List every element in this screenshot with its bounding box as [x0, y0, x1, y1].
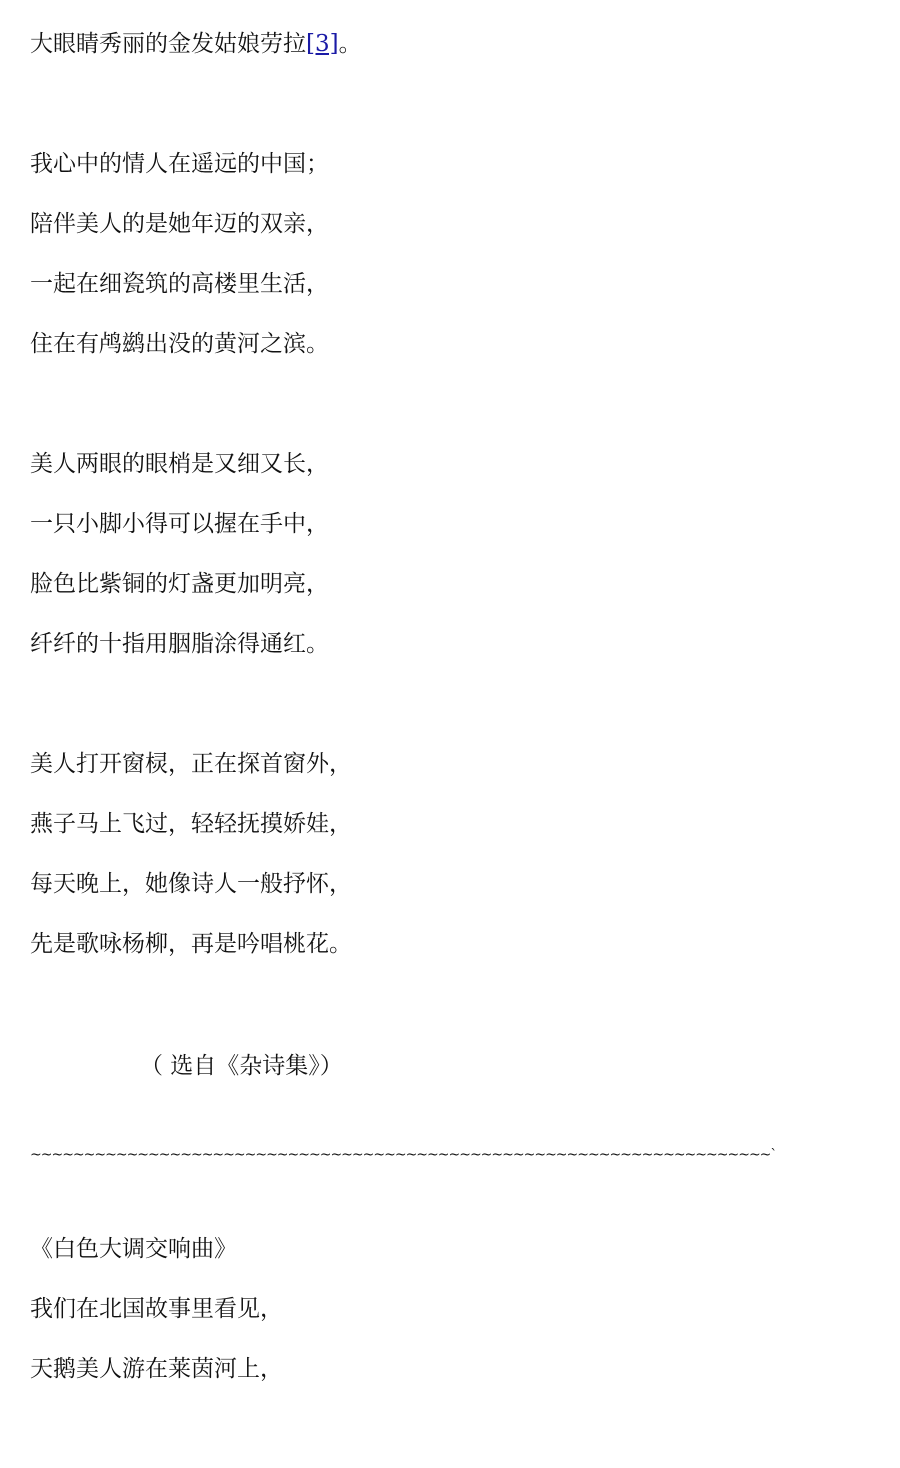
- poem-line: 美人两眼的眼梢是又细又长，: [30, 451, 329, 477]
- poem-line: 每天晚上，她像诗人一般抒怀，: [30, 871, 352, 897]
- opening-line-end: 。: [338, 31, 362, 57]
- poem-line: 我心中的情人在遥远的中国；: [30, 151, 329, 177]
- poem-line: 先是歌咏杨柳，再是吟唱桃花。: [30, 931, 352, 957]
- poem-line: 燕子马上飞过，轻轻抚摸娇娃，: [30, 811, 352, 837]
- poem-line: 天鹅美人游在莱茵河上，: [30, 1356, 283, 1382]
- opening-line-text: 大眼睛秀丽的金发姑娘劳拉: [30, 31, 306, 57]
- poem-line: 脸色比紫铜的灯盏更加明亮，: [30, 571, 329, 597]
- poem-source: （ 选自《杂诗集》）: [140, 1053, 343, 1079]
- poem-line: 陪伴美人的是她年迈的双亲，: [30, 211, 329, 237]
- poem-line: 一起在细瓷筑的高楼里生活，: [30, 271, 329, 297]
- footnote-link[interactable]: [3]: [306, 31, 339, 57]
- poem-line: 一只小脚小得可以握在手中，: [30, 511, 329, 537]
- poem-title: 《白色大调交响曲》: [30, 1236, 237, 1262]
- poem-line: 纤纤的十指用胭脂涂得通红。: [30, 631, 329, 657]
- section-divider: ~~~~~~~~~~~~~~~~~~~~~~~~~~~~~~~~~~~~~~~~~~~~~~~~~~~~~~~~~~~~~~~~~~~~~`: [30, 1147, 777, 1163]
- poem-line: 美人打开窗棂，正在探首窗外，: [30, 751, 352, 777]
- poem-line: 我们在北国故事里看见，: [30, 1296, 283, 1322]
- poem-line: 住在有鸬鹚出没的黄河之滨。: [30, 331, 329, 357]
- poem-opening-line: [30, 29, 362, 59]
